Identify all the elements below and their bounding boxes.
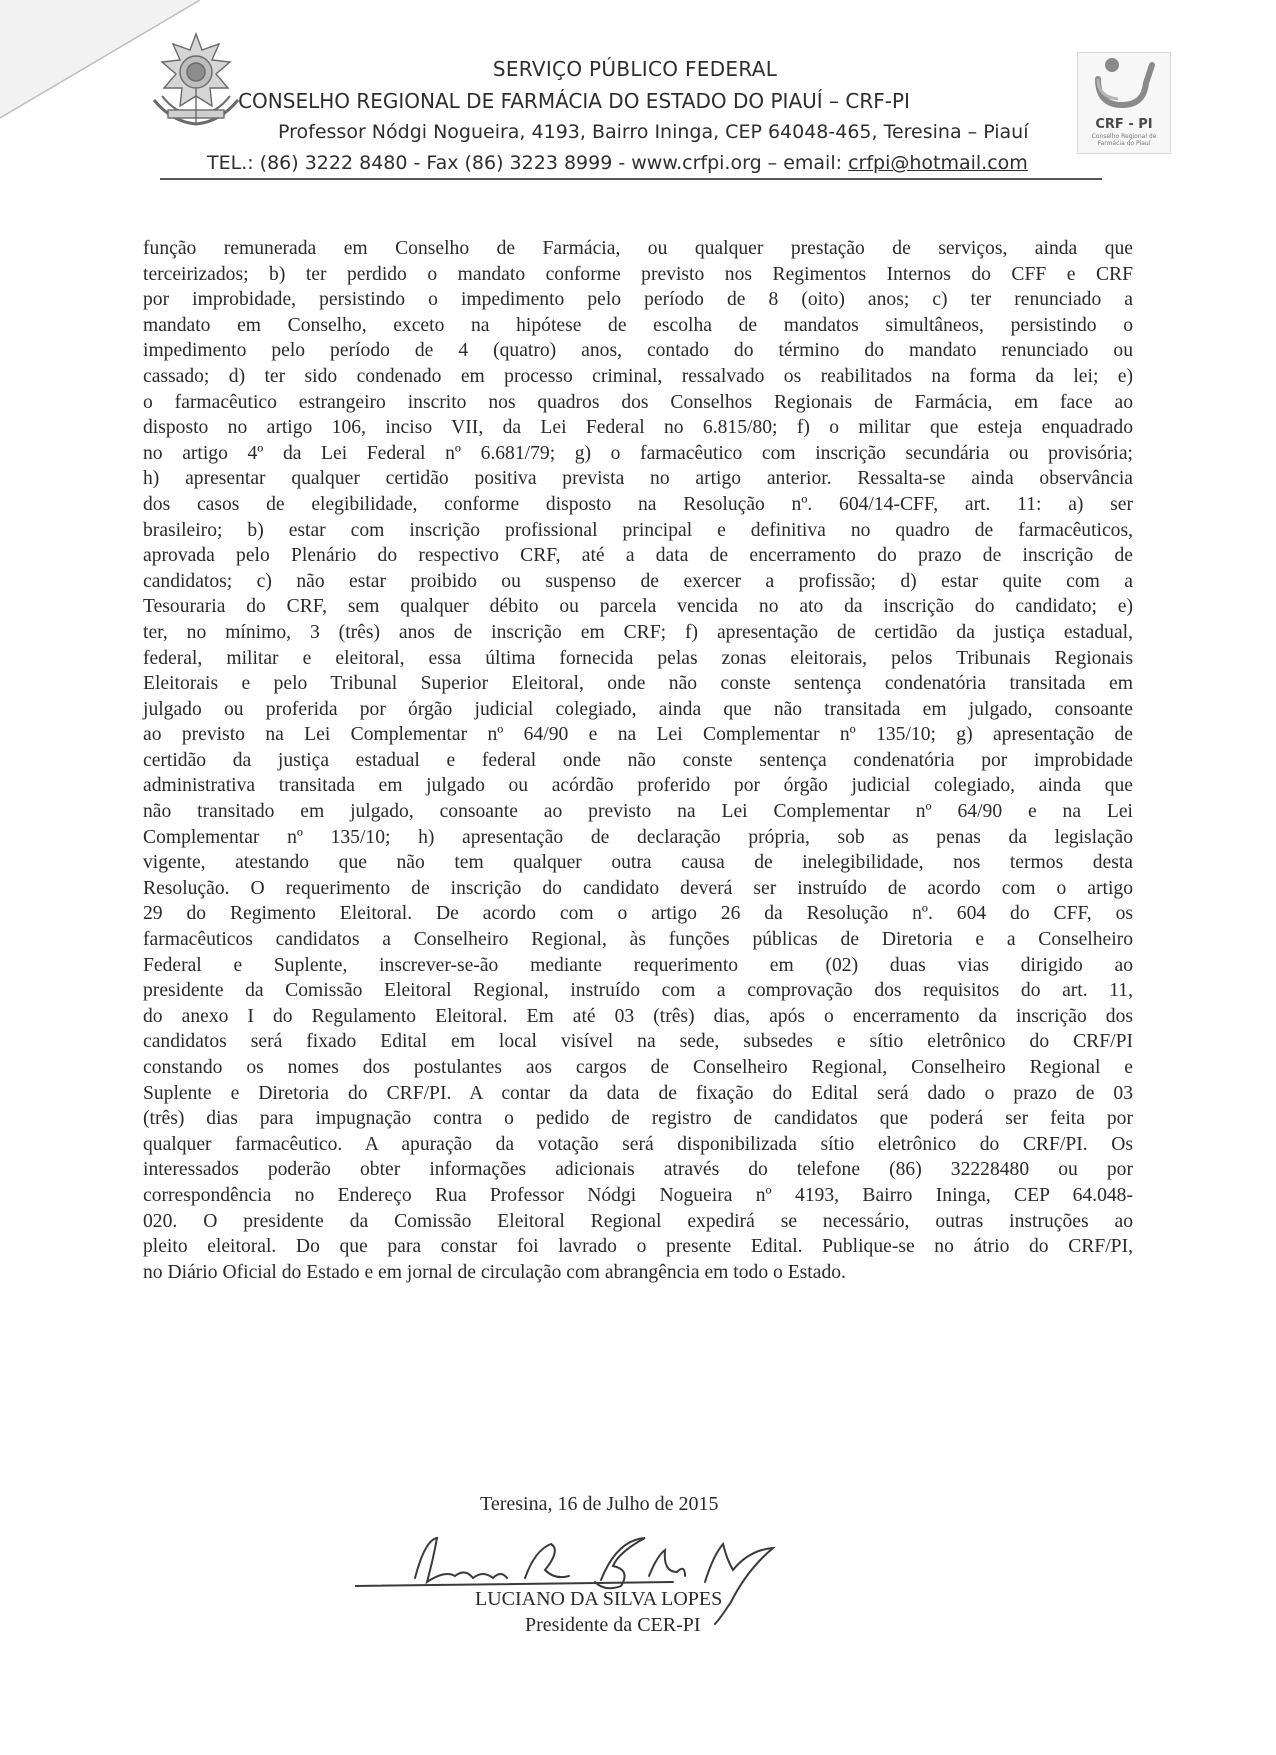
body-line: qualquer farmacêutico. A apuração da votação será disponibilizada sítio eletrônico do CRF/PI. Os [143,1133,1133,1155]
header-email-link[interactable]: crfpi@hotmail.com [848,152,1028,174]
body-line: Federal e Suplente, inscrever-se-ão mediante requerimento em (02) duas vias dirigido ao [143,954,1133,976]
body-line: candidatos; c) não estar proibido ou suspenso de exercer a profissão; d) estar quite com a [143,570,1133,592]
body-line: impedimento pelo período de 4 (quatro) anos, contado do término do mandato renunciado ou [143,340,1133,362]
signatory-role: Presidente da CER-PI [525,1614,701,1636]
body-line: função remunerada em Conselho de Farmácia, ou qualquer prestação de serviços, ainda que [143,238,1133,259]
letterhead [0,0,1276,190]
body-line: interessados poderão obter informações adicionais através do telefone (86) 32228480 ou por [143,1159,1133,1181]
body-line: no artigo 4º da Lei Federal nº 6.681/79; g) o farmacêutico com inscrição secundária ou provisória; [143,442,1133,464]
body-line: terceirizados; b) ter perdido o mandato conforme previsto nos Regimentos Internos do CFF e CRF [143,263,1133,285]
header-contact [207,152,1028,174]
body-line: (três) dias para impugnação contra o pedido de registro de candidatos que poderá ser feita por [143,1108,1133,1130]
header-service-title: SERVIÇO PÚBLICO FEDERAL [492,57,778,81]
body-line: cassado; d) ter sido condenado em processo criminal, ressalvado os reabilitados na forma da lei; e) [143,365,1133,387]
body-line: brasileiro; b) estar com inscrição profissional principal e definitiva no quadro de farmacêuticos, [143,519,1133,541]
body-line: correspondência no Endereço Rua Professor Nódgi Nogueira nº 4193, Bairro Ininga, CEP 64.048- [143,1184,1133,1206]
body-line: ter, no mínimo, 3 (três) anos de inscrição em CRF; f) apresentação de certidão da justiça estadual, [143,621,1133,643]
body-line: no Diário Oficial do Estado e em jornal de circulação com abrangência em todo o Estado. [143,1261,846,1283]
body-line: ao previsto na Lei Complementar nº 64/90 e na Lei Complementar nº 135/10; g) apresentação de [143,724,1133,746]
header-divider [160,178,1102,180]
body-line: pleito eleitoral. Do que para constar foi lavrado o presente Edital. Publique-se no átrio do CRF/PI, [143,1236,1133,1258]
body-line: farmacêuticos candidatos a Conselheiro Regional, às funções públicas de Diretoria e a Conselheiro [143,929,1133,951]
header-council-name: CONSELHO REGIONAL DE FARMÁCIA DO ESTADO DO PIAUÍ – CRF-PI [238,89,910,113]
body-line: o farmacêutico estrangeiro inscrito nos quadros dos Conselhos Regionais de Farmácia, em face ao [143,391,1133,413]
body-line: 020. O presidente da Comissão Eleitoral Regional expedirá se necessário, outras instruções ao [143,1210,1133,1232]
body-line: certidão da justiça estadual e federal onde não conste sentença condenatória por improbidade [143,749,1133,771]
body-line: aprovada pelo Plenário do respectivo CRF, até a data de encerramento do prazo de inscrição de [143,545,1133,567]
body-line: Resolução. O requerimento de inscrição do candidato deverá ser instruído de acordo com o artigo [143,877,1133,899]
body-line: julgado ou proferida por órgão judicial colegiado, ainda que não transitada em julgado, consoante [143,698,1133,720]
body-line: por improbidade, persistindo o impedimento pelo período de 8 (oito) anos; c) ter renunciado a [143,289,1133,311]
body-line: do anexo I do Regulamento Eleitoral. Em até 03 (três) dias, após o encerramento da inscrição dos [143,1005,1133,1027]
crf-logo-subtext: Conselho Regional de Farmácia do Piauí [1091,133,1157,147]
signatory-name: LUCIANO DA SILVA LOPES [475,1588,723,1610]
body-line: dos casos de elegibilidade, conforme disposto na Resolução nº. 604/14-CFF, art. 11: a) ser [143,493,1133,515]
body-line: vigente, atestando que não tem qualquer outra causa de inelegibilidade, nos termos desta [143,852,1133,874]
body-line: não transitado em julgado, consoante ao previsto na Lei Complementar nº 64/90 e na Lei [143,801,1133,823]
body-line: Tesouraria do CRF, sem qualquer débito ou parcela vencida no ato da inscrição do candidato; e) [143,596,1133,618]
body-line: Eleitorais e pelo Tribunal Superior Eleitoral, onde não conste sentença condenatória transitada em [143,673,1133,695]
body-line: candidatos será fixado Edital em local visível na sede, subsedes e sítio eletrônico do CRF/PI [143,1031,1133,1053]
crf-logo-text: CRF - PI [1095,117,1153,132]
header-address: Professor Nódgi Nogueira, 4193, Bairro Ininga, CEP 64048-465, Teresina – Piauí [278,121,1029,143]
edital-body-text [143,236,1133,1285]
body-line: Complementar nº 135/10; h) apresentação de declaração própria, sob as penas da legislação [143,826,1133,848]
body-line: federal, militar e eleitoral, essa última fornecida pelas zonas eleitorais, pelos Tribunais Regionais [143,647,1133,669]
body-line: administrativa transitada em julgado ou acórdão proferido por órgão judicial colegiado, ainda que [143,775,1133,797]
body-line: constando os nomes dos postulantes aos cargos de Conselheiro Regional, Conselheiro Regional e [143,1057,1133,1078]
document-date: Teresina, 16 de Julho de 2015 [480,1493,719,1515]
crf-mortar-pestle-icon [1078,53,1170,115]
body-line: h) apresentar qualquer certidão positiva prevista no artigo anterior. Ressalta-se ainda observância [143,468,1133,490]
body-line: presidente da Comissão Eleitoral Regional, instruído com a comprovação dos requisitos do art. 11, [143,980,1133,1002]
crf-pi-logo [1077,52,1171,154]
body-line: 29 do Regimento Eleitoral. De acordo com o artigo 26 da Resolução nº. 604 do CFF, os [143,903,1133,925]
header-contact-text: TEL.: (86) 3222 8480 - Fax (86) 3223 8999 - www.crfpi.org – email: [207,152,849,174]
body-line: mandato em Conselho, exceto na hipótese de escolha de mandatos simultâneos, persistindo o [143,314,1133,336]
body-line: Suplente e Diretoria do CRF/PI. A contar da data de fixação do Edital será dado o prazo de 03 [143,1082,1133,1104]
body-line: disposto no artigo 106, inciso VII, da Lei Federal no 6.815/80; f) o militar que esteja enquadrado [143,417,1133,439]
